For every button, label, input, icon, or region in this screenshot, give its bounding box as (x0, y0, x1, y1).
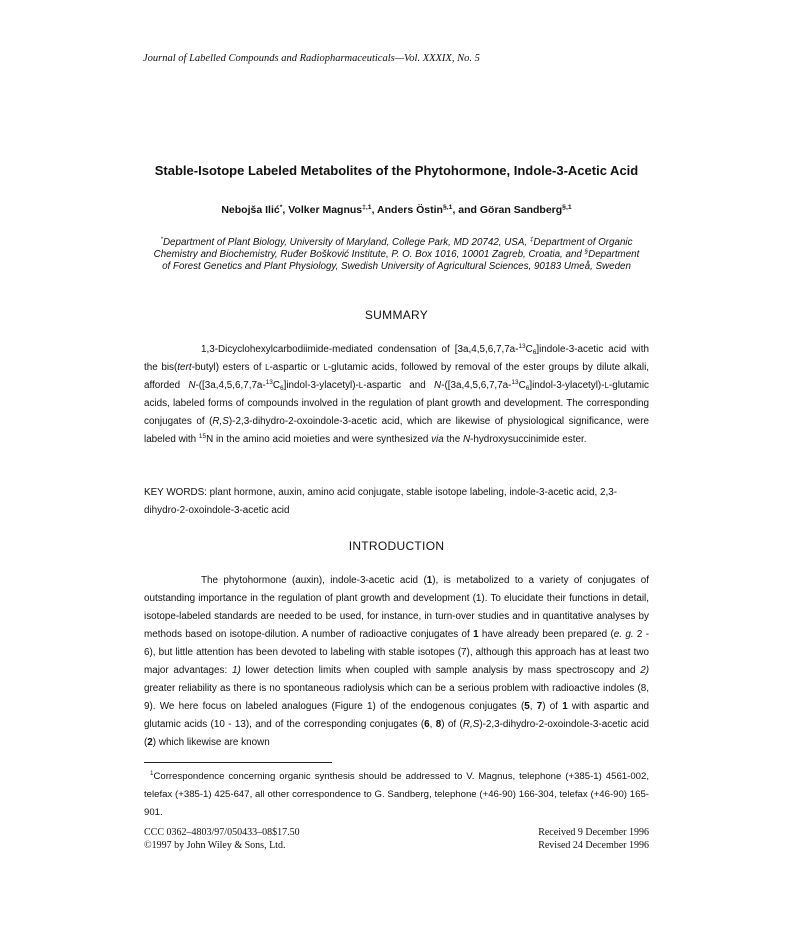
keywords-label: KEY WORDS: (144, 487, 207, 498)
author-mark: §,1 (562, 204, 572, 211)
footnote-mark: 1 (150, 770, 154, 777)
author-mark: * (279, 204, 283, 211)
footnote (144, 768, 649, 822)
author-name: Nebojša Ilić (221, 204, 280, 216)
copyright: ©1997 by John Wiley & Sons, Ltd. (144, 840, 286, 851)
affiliation-text: Department of Organic Chemistry and Biochemistry, Ruđer Bošković Institute, P. O. Box 1016, 10001 Zagreb, Croatia, (153, 237, 633, 260)
ccc-code: CCC 0362–4803/97/050433–08$17.50 (144, 827, 300, 838)
affiliation-text: Department of Forest Genetics and Plant Physiology, Swedish University of Agricultural Sciences, 90183 Umeå, Sweden (162, 249, 640, 272)
revised-date: Revised 24 December 1996 (538, 840, 649, 851)
affiliation-mark: * (160, 236, 163, 243)
dates (449, 826, 649, 852)
author-mark: ‡,1 (362, 204, 372, 211)
summary-heading: SUMMARY (364, 308, 429, 322)
publication-info (144, 826, 300, 852)
author-name: Anders Östin (377, 204, 443, 216)
footnote-text: Correspondence concerning organic synthesis should be addressed to V. Magnus, telephone (+385-1) 4561-002, telefax (+385-1) 425-647, all other correspondence to G. Sandberg, telephone (+46-90) 166-304, telefax (+46-90) 165-901. (144, 771, 649, 818)
summary-paragraph: 1,3-Dicyclohexylcarbodiimide-mediated condensation of $[3a,4,5,6,7,7a-^{13}C_6]indole-3$-acetic acid with the bis(tert-butyl) esters of L-aspartic or L-glutamic acids, followed by removal of the ester groups by dilute alkali, afforded $N-([3a,4,5,6,7,7a-^{13}C_6]indol-3-ylacetyl)-L$-aspartic and $N-([3a,4,5,6,7,7a-^{13}C_6]indol-3-ylacetyl)-L$-glutamic acids, labeled forms of compounds involved in the regulation of plant growth and development. The corresponding conjugates of (R,S)-2,3-dihydro-2-oxoindole-3-acetic acid, which are likewise of physiological significance, were labeled with $^{15}$N in the amino acid moieties and were synthesized via the N-hydroxysuccinimide ester. (144, 343, 650, 445)
author-name: Volker Magnus (288, 204, 363, 216)
introduction-heading: INTRODUCTION (348, 539, 445, 553)
affiliation-text: Department of Plant Biology, University of Maryland, College Park, MD 20742, USA, (162, 237, 528, 248)
introduction-paragraph: The phytohormone (auxin), indole-3-acetic acid (1), is metabolized to a variety of conjugates of outstanding importance in the regulation of plant growth and development (1). To elucidate their functions in detail, isotope-labeled standards are needed to be used, for instance, in turn-over studies and in quantitative analyses by methods based on isotope-dilution. A number of radioactive conjugates of 1 have already been prepared (e. g. 2 - 6), but little attention has been devoted to labeling with stable isotopes (7), although this approach has at least two major advantages: 1) lower detection limits when coupled with sample analysis by mass spectroscopy and 2) greater reliability as there is no spontaneous radiolysis which can be a serious problem with radioactive indoles (8, 9). We here focus on labeled analogues (Figure 1) of the endogenous conjugates (5, 7) of 1 with aspartic and glutamic acids (10 - 13), and of the corresponding conjugates (6, 8) of (R,S)-2,3-dihydro-2-oxoindole-3-acetic acid (2) which likewise are known (144, 575, 649, 748)
author-list: Nebojša Ilić*, Volker Magnus$^{\ddagger,1}$, Anders Östin$^{\S,1}$, and Göran Sandberg$^{\S,1}$ (221, 204, 572, 216)
author-name: Göran Sandberg (479, 204, 563, 216)
affiliations (150, 237, 643, 273)
author-mark: §,1 (442, 204, 453, 211)
received-date: Received 9 December 1996 (538, 827, 649, 838)
footnote-rule (144, 762, 332, 763)
affiliation-mark: ‡ (529, 236, 534, 243)
article-title: Stable-Isotope Labeled Metabolites of the Phytohormone, Indole-3-Acetic Acid (154, 163, 639, 178)
affiliation-conjunction: and (565, 249, 582, 260)
keywords (144, 484, 649, 520)
affiliation-mark: § (584, 248, 589, 255)
keywords-text: plant hormone, auxin, amino acid conjugate, stable isotope labeling, indole-3-acetic acid, 2,3-dihydro-2-oxoindole-3-acetic acid (144, 487, 617, 516)
running-head: Journal of Labelled Compounds and Radiopharmaceuticals—Vol. XXXIX, No. 5 (143, 53, 480, 64)
